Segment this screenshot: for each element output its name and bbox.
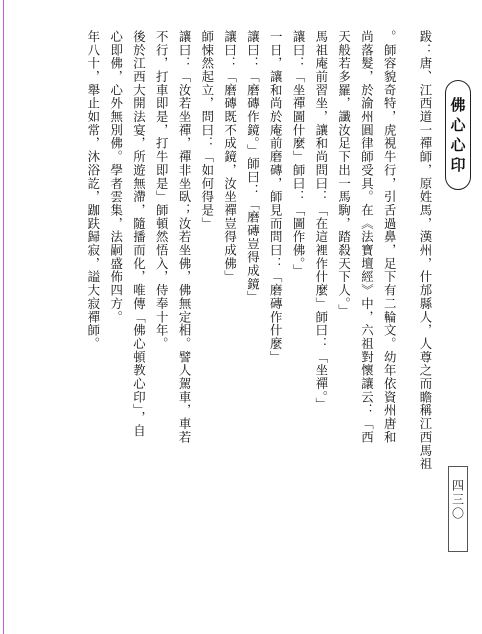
page-number: 四三〇: [448, 466, 468, 552]
text-column: 師悚然起立，問曰：「如何得是」: [199, 30, 215, 231]
text-column: 讓曰：「坐禪圖什麼」師曰：「圖作佛。」: [291, 30, 307, 278]
text-column: 一日，讓和尚於庵前磨磚，師見而問曰：「磨磚作什麼」: [268, 30, 284, 364]
document-body: [8, 30, 436, 630]
text-column: 讓曰：「汝若坐禪，禪非坐臥；汝若坐佛，佛無定相。譬人駕車，車若: [177, 30, 193, 444]
text-column: 跋：唐、江西道一禪師，原姓馬，漢州，什邡縣人，人尊之而瞻稱江西馬祖: [418, 30, 433, 471]
text-column: 年八十，舉止如常，沐浴訖，跏趺歸寂，謚大寂禪師。: [85, 30, 101, 351]
text-column: 不行，打車即是，打牛即是」師頓然悟入，侍奉十年。: [154, 30, 170, 351]
text-column: 後於江西大開法宴，所遊無滯，隨播而化，唯傳「佛心頓教心印」，自: [131, 30, 147, 438]
text-column: 讓曰：「磨磚作鏡。」師曰：「磨磚豈得成鏡」: [245, 30, 261, 305]
text-column: 天般若多羅，讖汝足下出一馬駒，踏殺天下人。」: [336, 30, 352, 318]
page-title: 佛心心印: [445, 80, 471, 190]
page-edge-line: [3, 0, 4, 634]
text-column: 心即佛，心外無別佛。學者雲集，法嗣盛佈四方。: [108, 30, 124, 324]
text-column: 馬祖庵前習坐，讓和尚問曰：「在這裡作什麼」師曰：「坐禪。」: [313, 30, 329, 411]
text-column: 尚落髮，於渝州圓律師受具。在《法寶壇經》中，六祖對懷讓云：「西: [359, 30, 375, 444]
text-column: 。師容貌奇特，虎視牛行，引舌過鼻，足下有二輪文。幼年依資州唐和: [382, 30, 398, 444]
text-column: 讓曰：「磨磚既不成鏡，汝坐禪豈得成佛」: [222, 30, 238, 284]
